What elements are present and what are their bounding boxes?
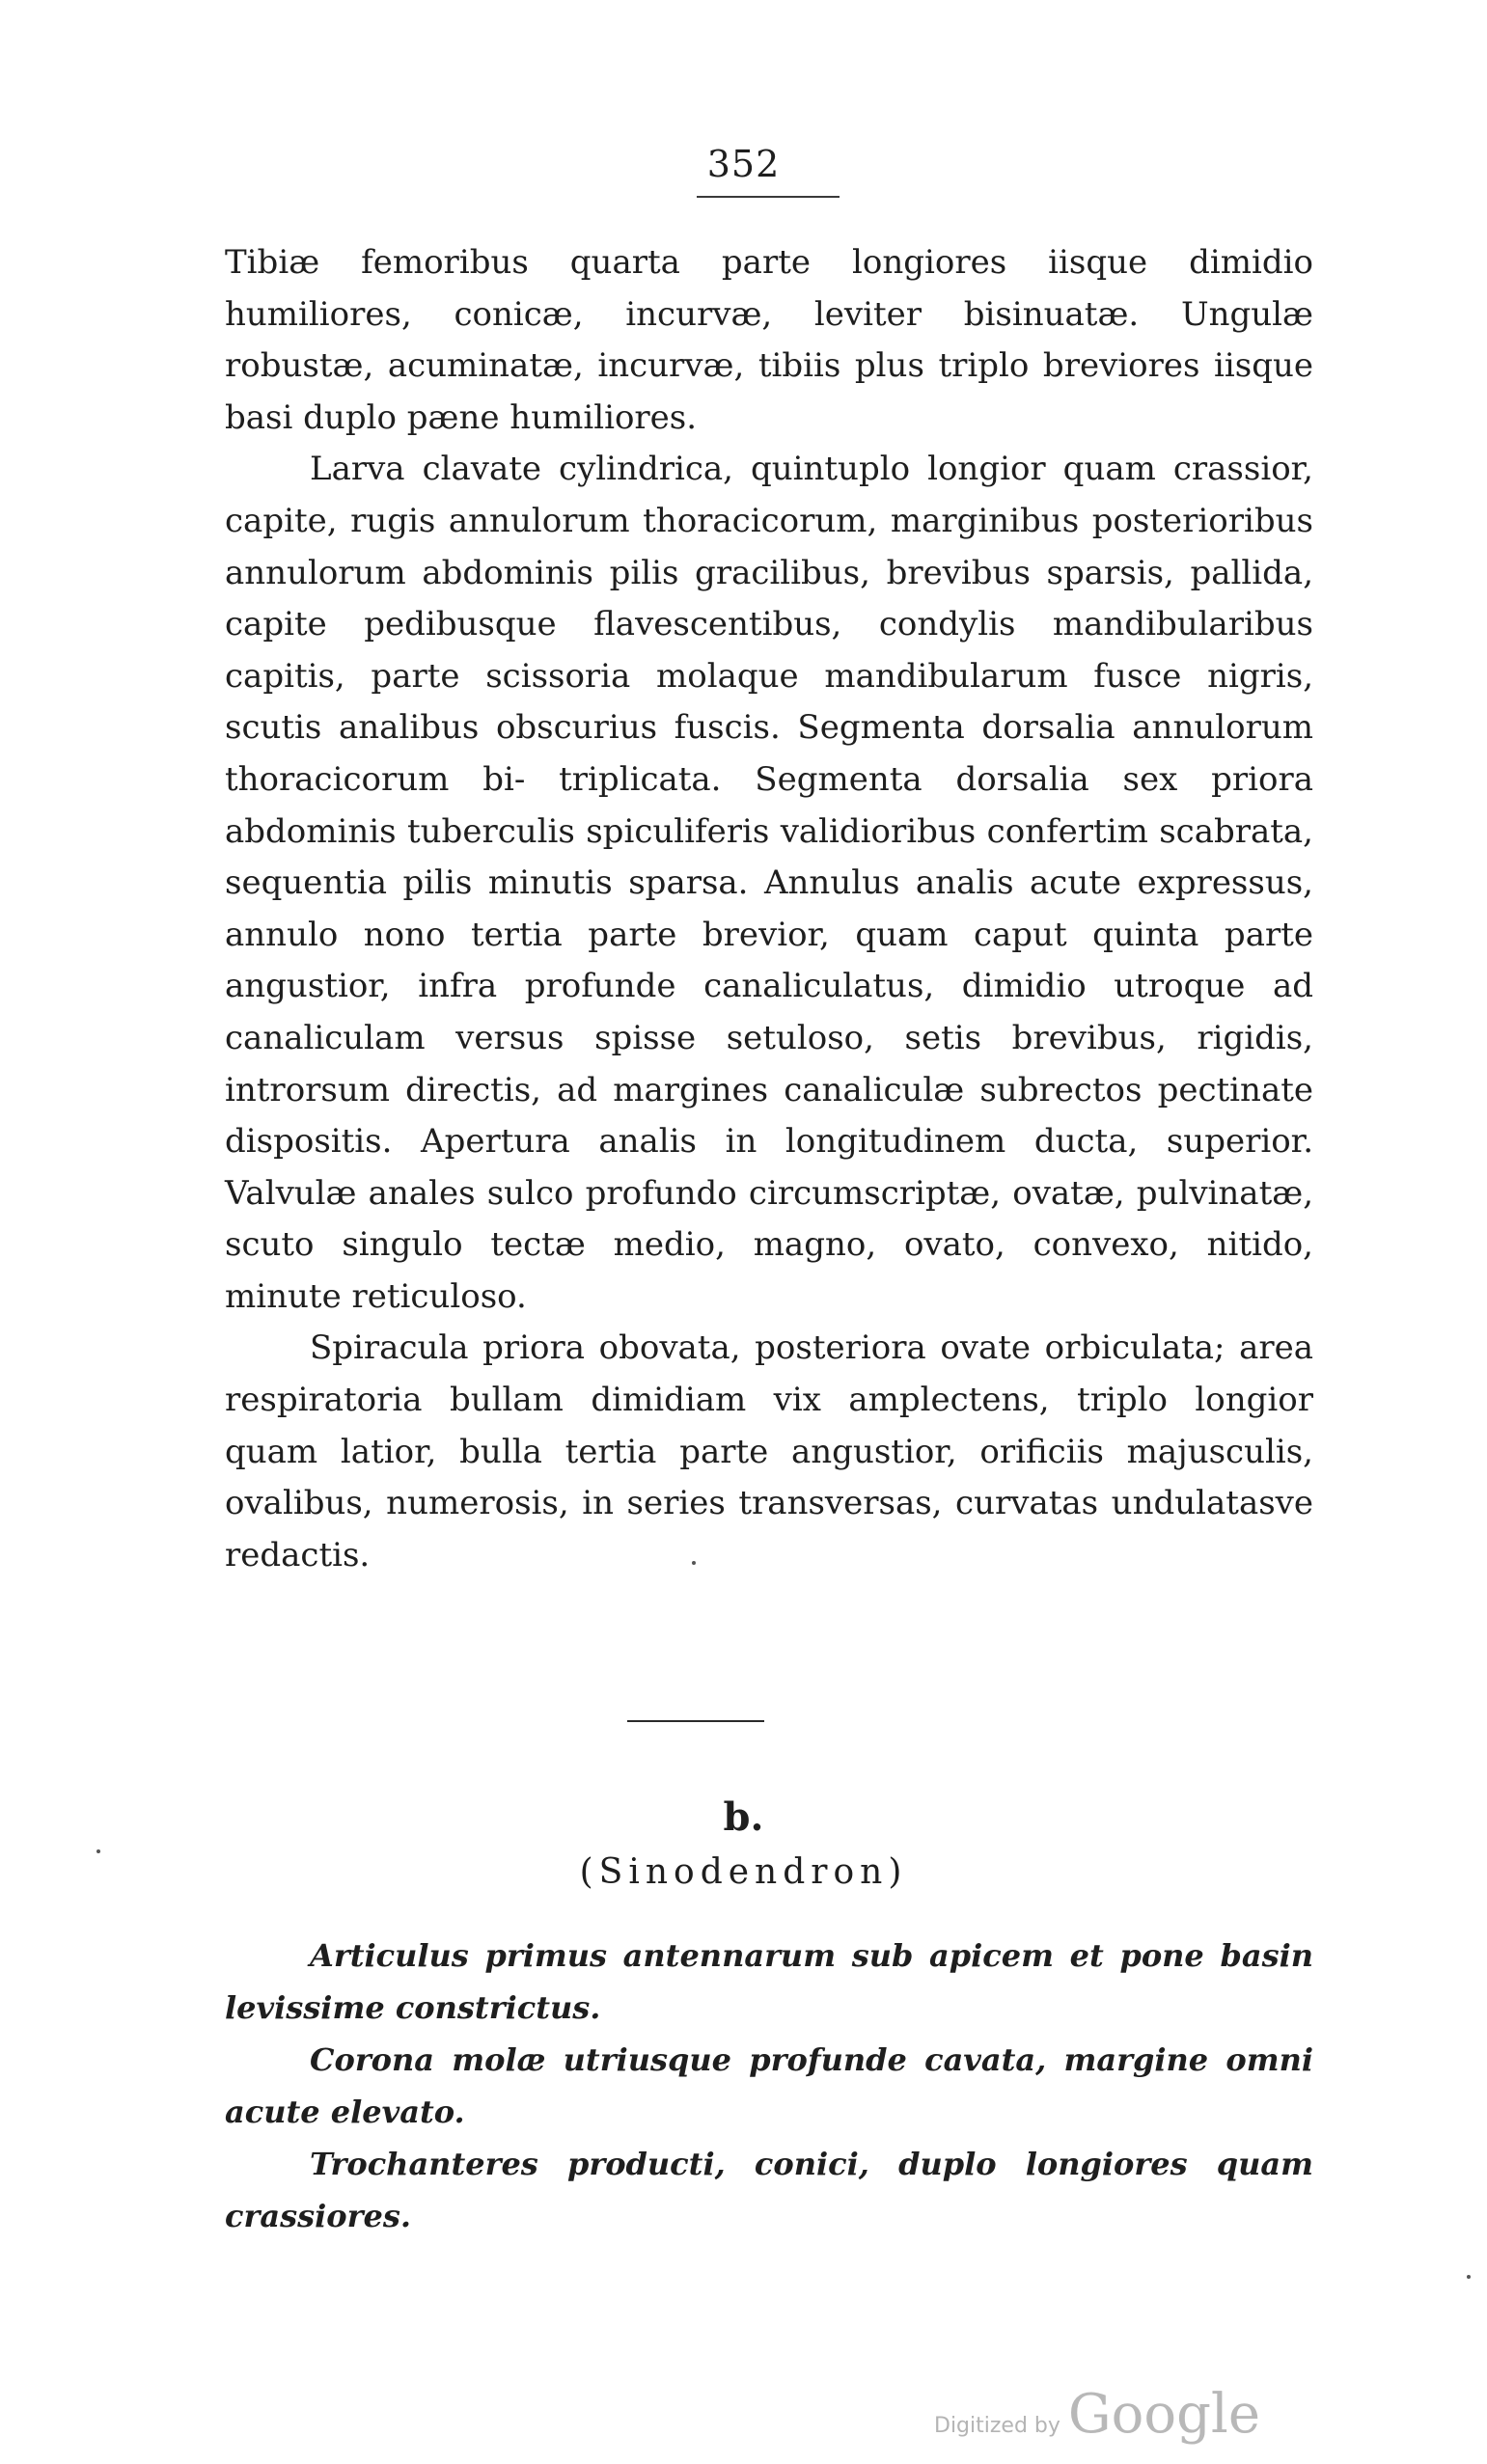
section-letter: b.: [723, 1794, 764, 1840]
section-items: [225, 1930, 1313, 2242]
page-number: 352: [706, 143, 781, 185]
section-divider: [627, 1720, 764, 1722]
speck-mark: [96, 1849, 100, 1853]
paragraph-larva: Larva clavate cylindrica, quintuplo longior quam crassior, capite, rugis annulorum thoracicorum, marginibus posterioribus annulorum abdominis pilis gracilibus, brevibus sparsis, pallida, capite pedibusque flavescentibus, condylis mandibularibus capitis, parte scissoria molaque mandibularum fusce nigris, scutis analibus obscurius fuscis. Segmenta dorsalia annulorum thoracicorum bi- triplicata. Segmenta dorsalia sex priora abdominis tuberculis spiculiferis validioribus confertim scabrata, sequentia pilis minutis sparsa. Annulus analis acute expressus, annulo nono tertia parte brevior, quam caput quinta parte angustior, infra profunde canaliculatus, dimidio utroque ad canaliculam versus spisse setuloso, setis brevibus, rigidis, introrsum directis, ad margines canaliculæ subrectos pectinate dispositis. Apertura analis in longitudinem ducta, superior. Valvulæ anales sulco profundo circumscriptæ, ovatæ, pulvinatæ, scuto singulo tectæ medio, magno, ovato, convexo, nitido, minute reticuloso.: [225, 450, 1313, 1316]
paragraph-tibiae: Tibiæ femoribus quarta parte longiores iisque dimidio humiliores, conicæ, incurvæ, leviter bisinuatæ. Ungulæ robustæ, acuminatæ, incurvæ, tibiis plus triplo breviores iisque basi duplo pæne humiliores.: [225, 243, 1313, 437]
watermark-prefix: Digitized by: [934, 2414, 1060, 2438]
speck-mark: [1467, 2275, 1471, 2279]
watermark: [934, 2383, 1260, 2450]
speck-mark: [692, 1561, 696, 1565]
page-number-underline: [697, 196, 840, 198]
section-subtitle: (Sinodendron): [579, 1852, 908, 1892]
paragraph-spiracula: Spiracula priora obovata, posteriora ovate orbiculata; area respiratoria bullam dimidiam vix amplectens, triplo longior quam latior, bulla tertia parte angustior, orificiis majusculis, ovalibus, numerosis, in series transversas, curvatas undulatasve redactis.: [225, 1328, 1313, 1574]
main-text: [225, 237, 1313, 1581]
section-item-corona: Corona molæ utriusque profunde cavata, margine omni acute elevato.: [225, 2041, 1313, 2130]
section-item-trochanteres: Trochanteres producti, conici, duplo longiores quam crassiores.: [225, 2146, 1313, 2234]
google-logo-icon: Google: [1067, 2383, 1260, 2446]
section-item-articulus: Articulus primus antennarum sub apicem et pone basin levissime constrictus.: [225, 1937, 1313, 2026]
